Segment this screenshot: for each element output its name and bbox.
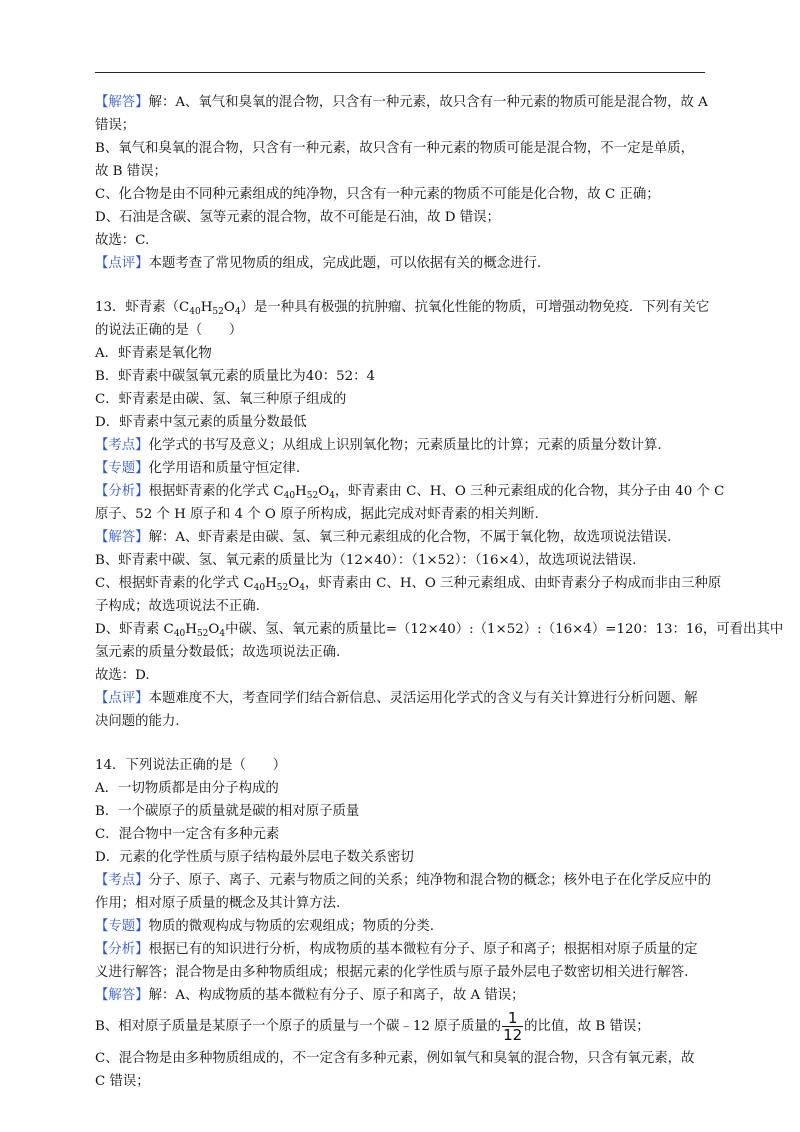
q12-answer-b-1: B、氧气和臭氧的混合物，只含有一种元素，故只含有一种元素的物质可能是混合物，不一定是单质，: [95, 141, 695, 156]
q13-option-a: A．虾青素是氧化物: [95, 346, 212, 361]
comment-tag: 【点评】: [95, 256, 149, 271]
q14-option-a: A．一切物质都是由分子构成的: [95, 781, 279, 796]
q14-kaodian-2: 作用；相对原子质量的概念及其计算方法.: [95, 896, 341, 911]
q14-answer-c-1: C、混合物是由多种物质组成的，不一定含有多种元素，例如氧气和臭氧的混合物，只含有氧元素，故: [95, 1051, 695, 1066]
fenxi-tag: 【分析】: [95, 942, 149, 957]
zhuanti-tag: 【专题】: [95, 919, 149, 934]
q13-option-b: B．虾青素中碳氢氧元素的质量比为40：52：4: [95, 369, 376, 384]
q13-comment-1: 【点评】本题难度不大，考查同学们结合新信息、灵活运用化学式的含义与有关计算进行分析问题、解: [95, 691, 698, 706]
q14-fenxi-2: 义进行解答；混合物是由多种物质组成；根据元素的化学性质与原子最外层电子数密切相关进行解答.: [95, 965, 689, 980]
q13-comment-2: 决问题的能力.: [95, 714, 180, 729]
q14-kaodian-1: 【考点】分子、原子、离子、元素与物质之间的关系；纯净物和混合物的概念；核外电子在化学反应中的: [95, 873, 711, 888]
q13-fenxi-1: 【分析】根据虾青素的化学式 $C_{40}H_{52}O_4$，虾青素由 C、H、O 三种元素组成的化合物，其分子由 40 个 C: [95, 484, 725, 501]
q14-answer-b: B、相对原子质量是某原子一个原子的质量与一个碳﹣12 原子质量的 $\frac{1}{12}$ 的比值，故 B 错误；: [95, 1009, 650, 1044]
q14-option-c: C．混合物中一定含有多种元素: [95, 827, 280, 842]
kaodian-tag: 【考点】: [95, 438, 149, 453]
q13-stem-2: 的说法正确的是（ ）: [95, 323, 243, 338]
q12-answer-d: D、石油是含碳、氢等元素的混合物，故不可能是石油，故 D 错误；: [95, 210, 500, 225]
q13-fenxi-2: 原子、52 个 H 原子和 4 个 O 原子所构成，据此完成对虾青素的相关判断.: [95, 507, 539, 522]
answer-tag: 【解答】: [95, 95, 149, 110]
q13-answer-b: B、虾青素中碳、氢、氧元素的质量比为（12×40）：（1×52）：（16×4），故选项说法错误.: [95, 553, 637, 568]
q13-choice: 故选：D.: [95, 668, 150, 683]
q14-stem: 14．下列说法正确的是（ ）: [95, 758, 287, 773]
fenxi-tag: 【分析】: [95, 484, 149, 499]
q12-choice: 故选：C.: [95, 233, 150, 248]
q14-answer-c-2: C 错误；: [95, 1074, 150, 1089]
q12-answer-b-2: 故 B 错误；: [95, 164, 167, 179]
q12-comment: 【点评】本题考查了常见物质的组成，完成此题，可以依据有关的概念进行.: [95, 256, 542, 271]
answer-tag: 【解答】: [95, 530, 149, 545]
q13-option-c: C．虾青素是由碳、氢、氧三种原子组成的: [95, 392, 347, 407]
q13-stem-1: 13．虾青素$(C_{40}H_{52}O_4)$是一种具有极强的抗肿瘤、抗氧化性能的物质，可增强动物免疫．下列有关它: [95, 300, 710, 317]
document-body: [95, 91, 784, 1093]
q13-option-d: D．虾青素中氢元素的质量分数最低: [95, 415, 307, 430]
q13-answer-d-1: D、虾青素 $C_{40}H_{52}O_4$中碳、氢、氧元素的质量比=（12×40）:（1×52）:（16×4）=120：13：16，可看出其中: [95, 622, 784, 639]
header-rule: [95, 72, 705, 73]
zhuanti-tag: 【专题】: [95, 461, 149, 476]
one-twelfth-fraction: $\frac{1}{12}$: [503, 1009, 523, 1044]
q12-answer-line-1: 【解答】解：A、氧气和臭氧的混合物，只含有一种元素，故只含有一种元素的物质可能是混合物，故 A: [95, 95, 708, 110]
q12-answer-line-2: 错误；: [95, 118, 136, 133]
q13-answer-a: 【解答】解：A、虾青素是由碳、氢、氧三种元素组成的化合物，不属于氧化物，故选项说法错误.: [95, 530, 672, 545]
q12-answer-c: C、化合物是由不同种元素组成的纯净物，只含有一种元素的物质不可能是化合物，故 C 正确；: [95, 187, 660, 202]
q13-answer-c-1: C、根据虾青素的化学式 $C_{40}H_{52}O_4$，虾青素由 C、H、O 三种元素组成、由虾青素分子构成而非由三种原: [95, 576, 722, 593]
q13-answer-d-2: 氢元素的质量分数最低；故选项说法正确.: [95, 645, 341, 660]
q14-zhuanti: 【专题】物质的微观构成与物质的宏观组成；物质的分类.: [95, 919, 435, 934]
q13-answer-c-2: 子构成；故选项说法不正确.: [95, 599, 260, 614]
kaodian-tag: 【考点】: [95, 873, 149, 888]
q13-zhuanti: 【专题】化学用语和质量守恒定律.: [95, 461, 301, 476]
q14-option-b: B．一个碳原子的质量就是碳的相对原子质量: [95, 804, 360, 819]
q13-kaodian: 【考点】化学式的书写及意义；从组成上识别氧化物；元素质量比的计算；元素的质量分数计算.: [95, 438, 662, 453]
q14-option-d: D．元素的化学性质与原子结构最外层电子数关系密切: [95, 850, 414, 865]
q14-fenxi-1: 【分析】根据已有的知识进行分析，构成物质的基本微粒有分子、原子和离子；根据相对原子质量的定: [95, 942, 698, 957]
answer-tag: 【解答】: [95, 988, 149, 1003]
comment-tag: 【点评】: [95, 691, 149, 706]
q14-answer-a: 【解答】解：A、构成物质的基本微粒有分子、原子和离子，故 A 错误；: [95, 988, 525, 1003]
